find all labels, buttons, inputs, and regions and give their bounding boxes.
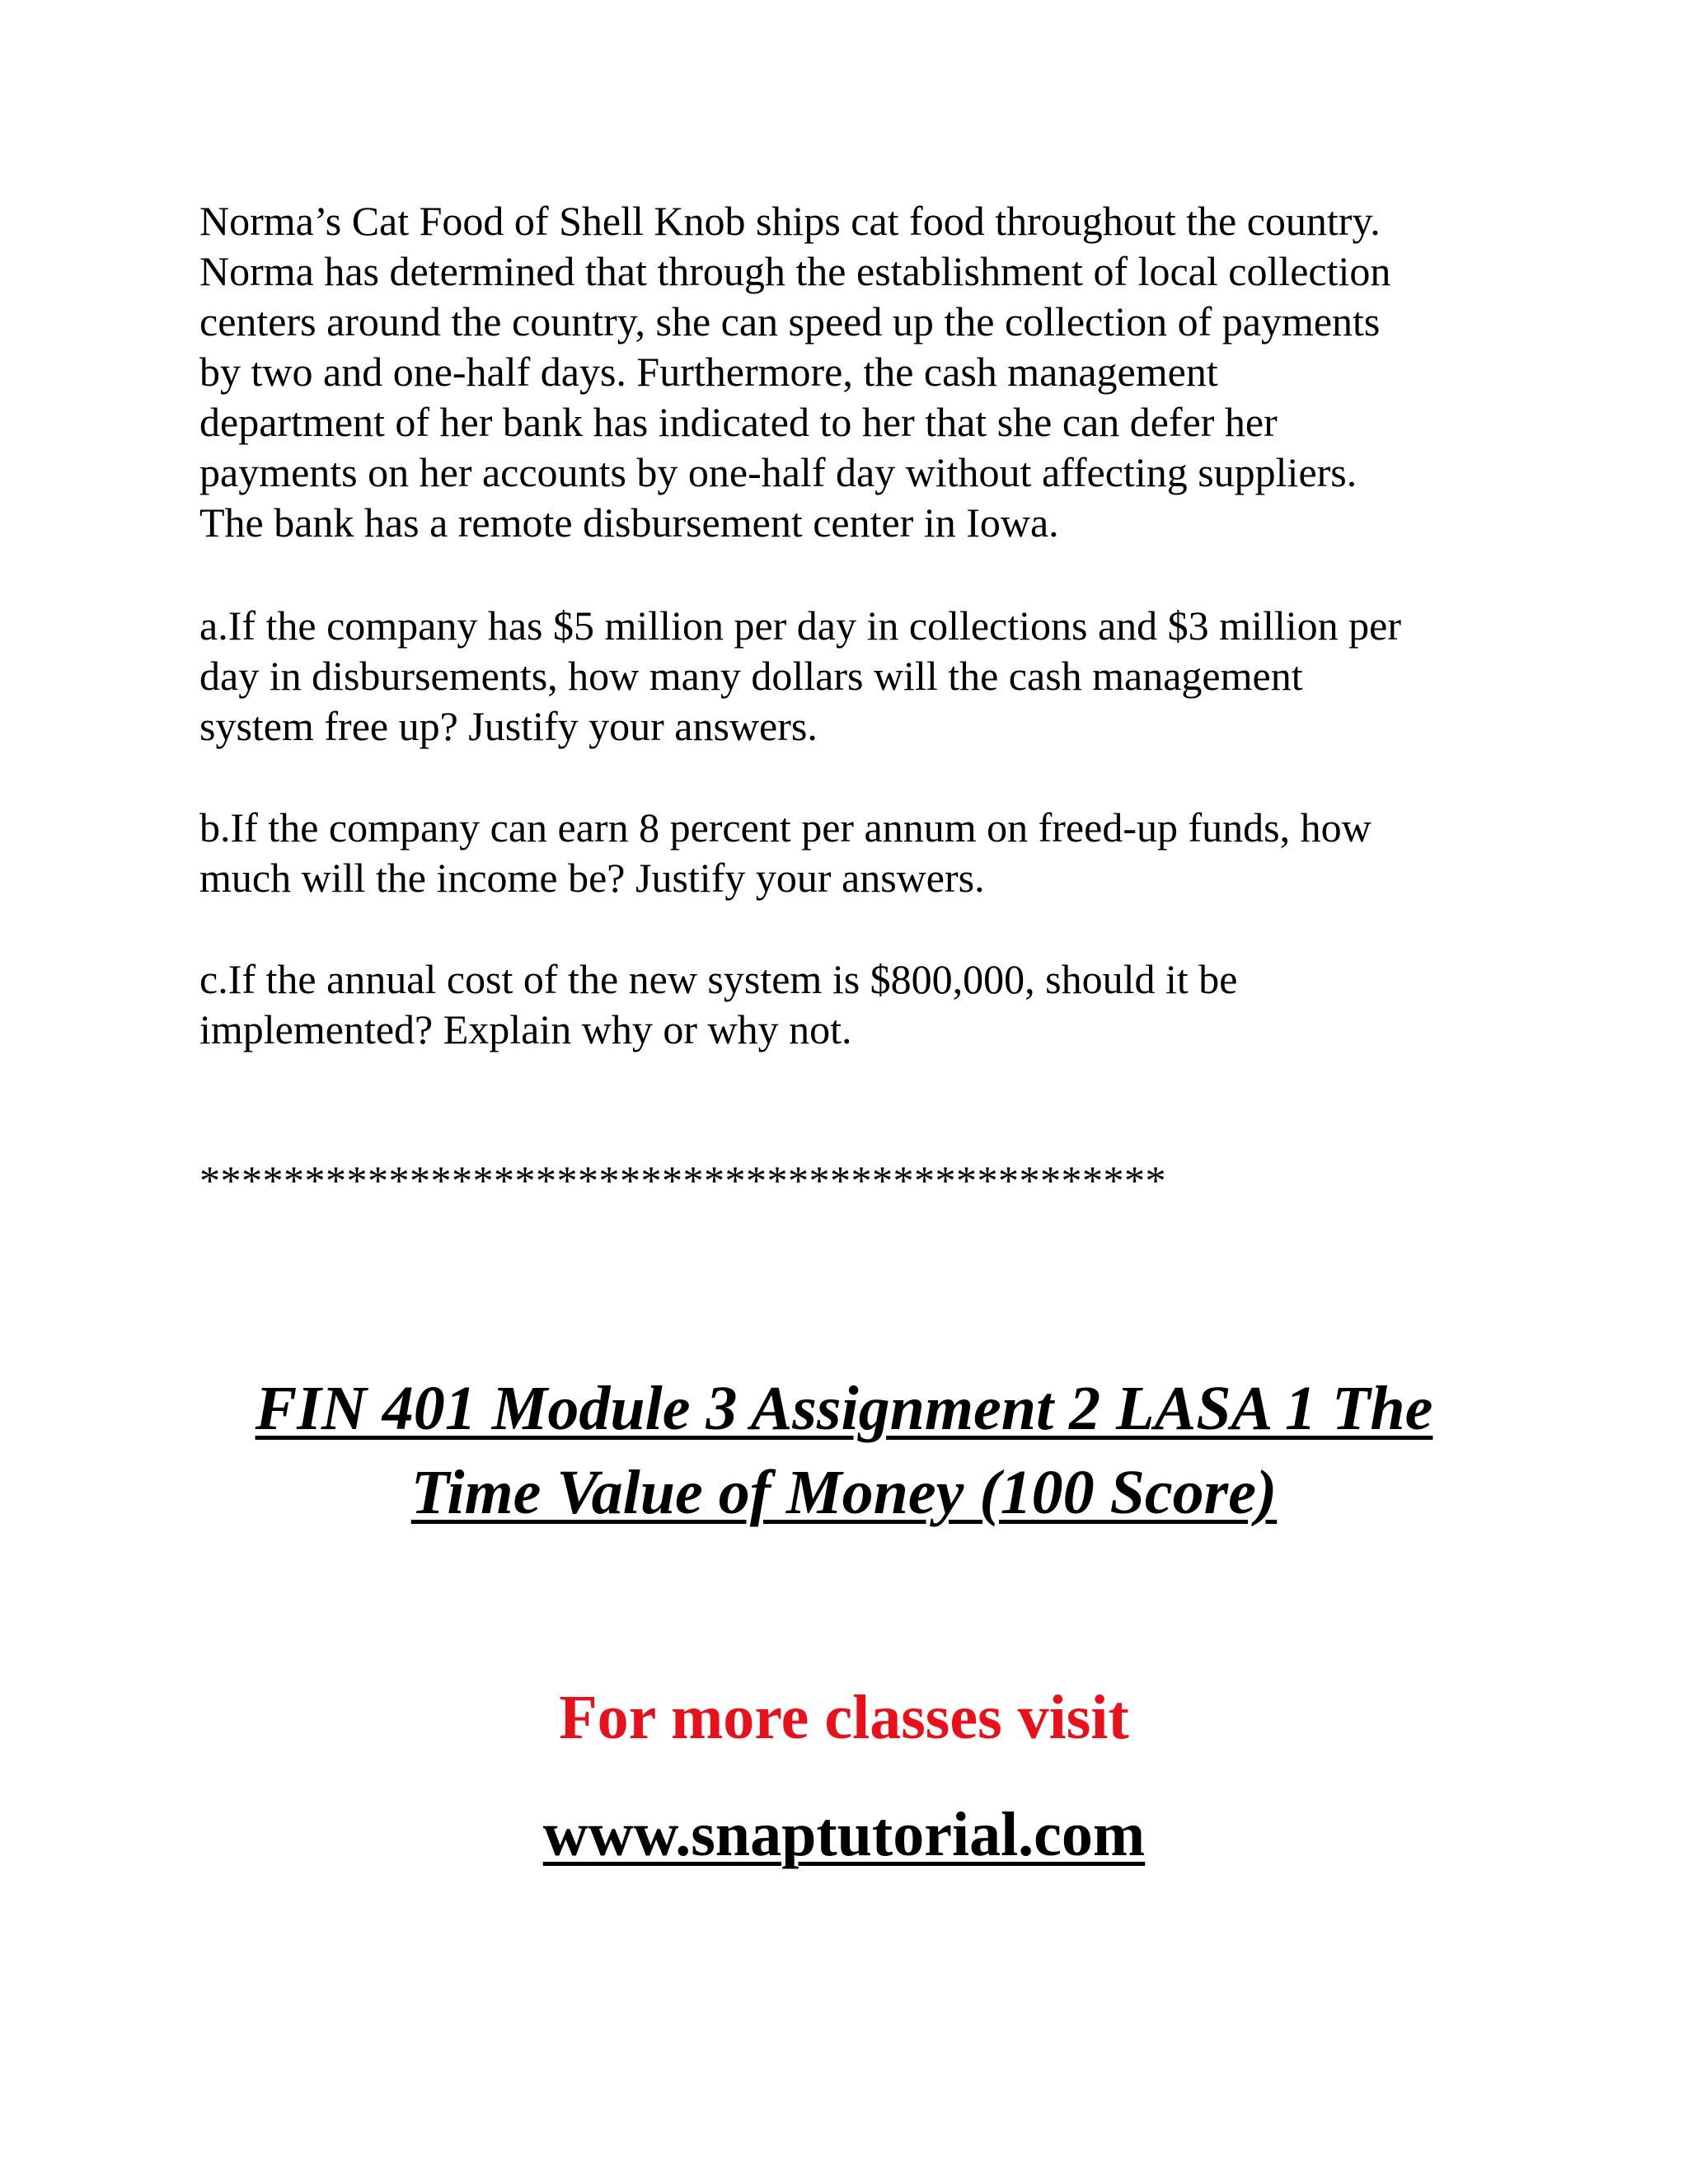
website-link[interactable]: www.snaptutorial.com: [542, 1800, 1146, 1869]
question-b-line: much will the income be? Justify your answers.: [199, 855, 985, 901]
intro-line: Norma’s Cat Food of Shell Knob ships cat food throughout the country.: [199, 198, 1381, 244]
title-line: FIN 401 Module 3 Assignment 2 LASA 1 The: [255, 1374, 1433, 1443]
question-b: [199, 803, 1510, 903]
intro-line: The bank has a remote disbursement center in Iowa.: [199, 499, 1059, 546]
intro-line: department of her bank has indicated to her that she can defer her: [199, 399, 1278, 445]
promo-text: For more classes visit: [559, 1683, 1129, 1752]
question-a-line: day in disbursements, how many dollars will the cash management: [199, 653, 1303, 699]
question-c-line: c.If the annual cost of the new system is $800,000, should it be: [199, 956, 1238, 1002]
question-c-line: implemented? Explain why or why not.: [199, 1006, 852, 1052]
intro-line: Norma has determined that through the establishment of local collection: [199, 248, 1391, 294]
question-c: [199, 954, 1510, 1055]
intro-line: payments on her accounts by one-half day without affecting suppliers.: [199, 449, 1357, 495]
question-a-line: system free up? Justify your answers.: [199, 703, 818, 749]
intro-paragraph: [199, 196, 1510, 548]
question-a-line: a.If the company has $5 million per day in collections and $3 million per: [199, 602, 1401, 649]
title-line: Time Value of Money (100 Score): [410, 1458, 1278, 1527]
question-a: [199, 601, 1510, 752]
intro-line: centers around the country, she can speed up the collection of payments: [199, 298, 1381, 344]
intro-line: by two and one-half days. Furthermore, the cash management: [199, 349, 1218, 395]
question-b-line: b.If the company can earn 8 percent per annum on freed-up funds, how: [199, 804, 1372, 851]
assignment-title: [0, 1366, 1688, 1535]
separator-asterisks: **********************************************: [199, 1157, 1166, 1203]
